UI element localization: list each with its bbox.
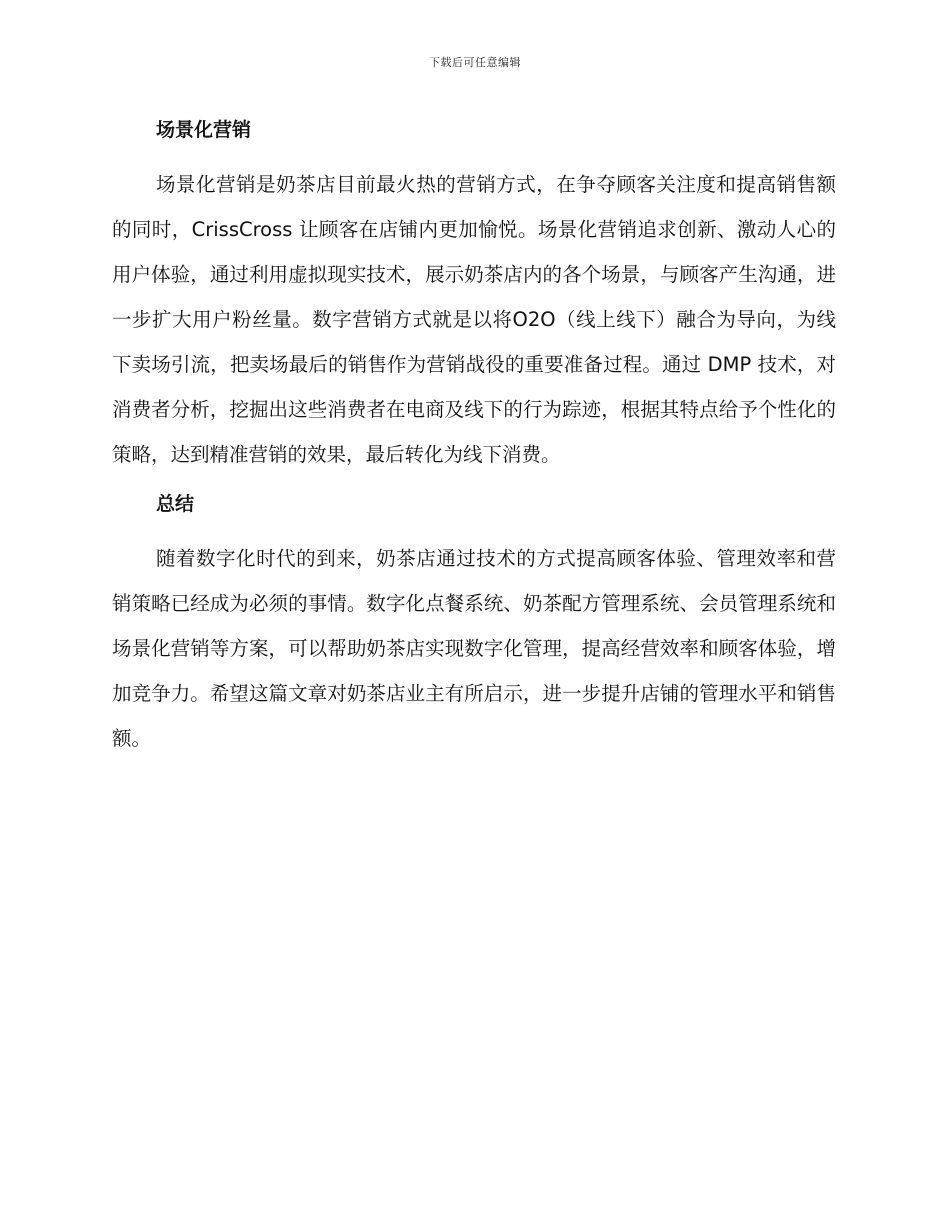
section-heading-summary: 总结	[156, 493, 195, 515]
section-paragraph-summary: 随着数字化时代的到来，奶茶店通过技术的方式提高顾客体验、管理效率和营销策略已经成为必须的事情。数字化点餐系统、奶茶配方管理系统、会员管理系统和场景化营销等方案，可以帮助奶茶店实现数字化管理，提高经营效率和顾客体验，增加竞争力。希望这篇文章对奶茶店业主有所启示，进一步提升店铺的管理水平和销售额。	[112, 547, 836, 750]
section-paragraph-scenario-marketing: 场景化营销是奶茶店目前最火热的营销方式，在争夺顾客关注度和提高销售额的同时，CrissCross 让顾客在店铺内更加愉悦。场景化营销追求创新、激动人心的用户体验，通过利用虚拟现实技术，展示奶茶店内的各个场景，与顾客产生沟通，进一步扩大用户粉丝量。数字营销方式就是以将O2O（线上线下）融合为导向，为线下卖场引流，把卖场最后的销售作为营销战役的重要准备过程。通过 DMP 技术，对消费者分析，挖掘出这些消费者在电商及线下的行为踪迹，根据其特点给予个性化的策略，达到精准营销的效果，最后转化为线下消费。	[112, 173, 836, 466]
document-body	[112, 114, 836, 761]
section-heading-scenario-marketing: 场景化营销	[156, 119, 252, 141]
page-header-note: 下载后可任意编辑	[429, 56, 521, 69]
